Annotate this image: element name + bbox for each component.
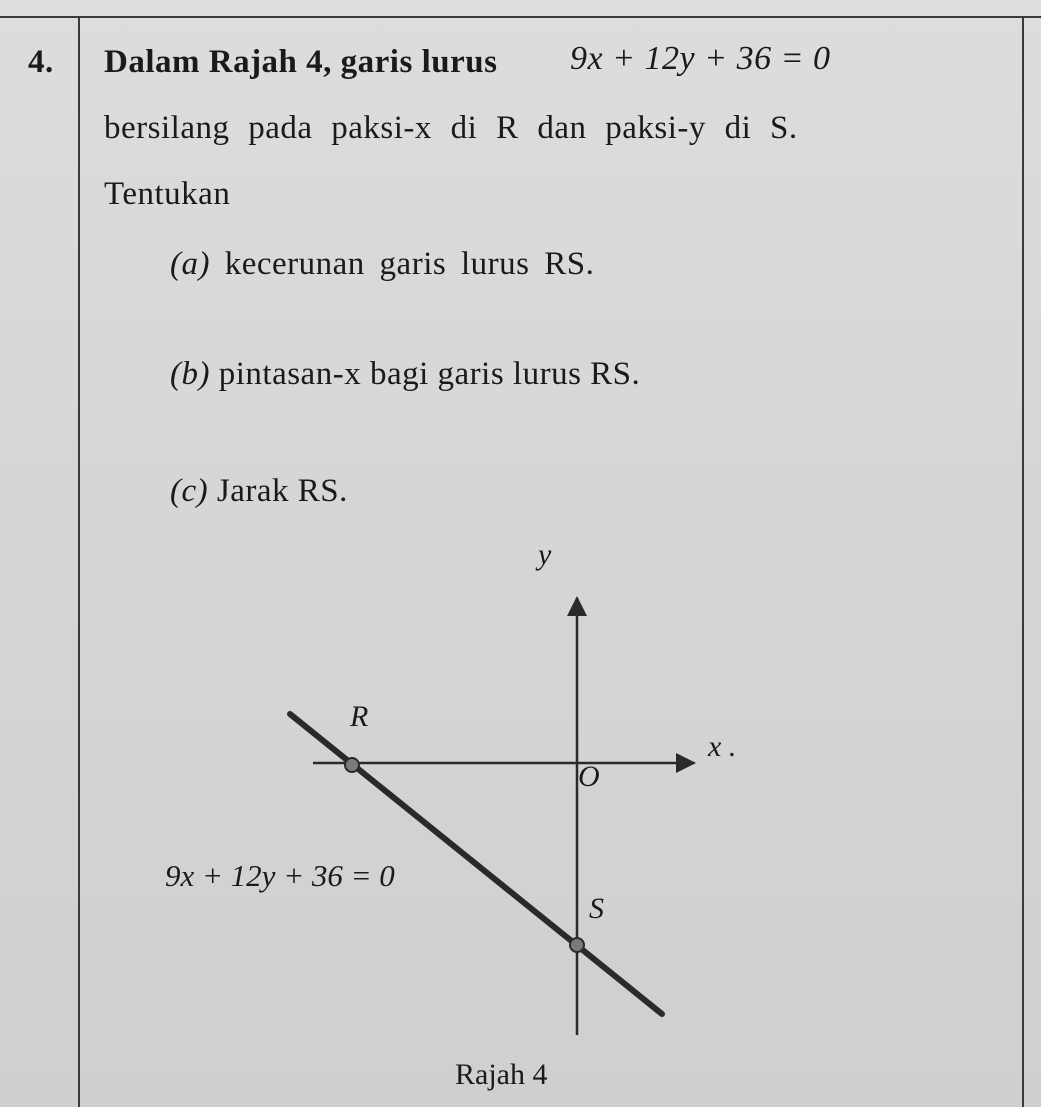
line-equation: 9x + 12y + 36 = 0 (570, 40, 831, 77)
part-c-text: Jarak RS. (216, 473, 348, 509)
point-s (570, 938, 584, 952)
part-a-text: kecerunan garis lurus RS. (224, 246, 595, 282)
line-equation-label: 9x + 12y + 36 = 0 (165, 858, 395, 893)
origin-label: O (578, 760, 600, 793)
point-r-label: R (350, 700, 369, 733)
part-b-label: (b) (170, 356, 210, 392)
x-axis-label: x . (708, 730, 737, 763)
question-intro-line2: bersilang pada paksi-x di R dan paksi-y di S. (104, 110, 798, 146)
y-axis-label: y (538, 538, 552, 571)
part-a-label: (a) (170, 246, 210, 282)
question-number: 4. (28, 44, 54, 80)
point-s-label: S (589, 892, 604, 925)
point-r (345, 758, 359, 772)
question-instruction: Tentukan (104, 176, 231, 212)
part-b-text: pintasan-x bagi garis lurus RS. (218, 356, 641, 392)
diagram-caption: Rajah 4 (455, 1058, 548, 1091)
part-c-label: (c) (170, 473, 209, 509)
question-intro-line1: Dalam Rajah 4, garis lurus (104, 44, 498, 80)
